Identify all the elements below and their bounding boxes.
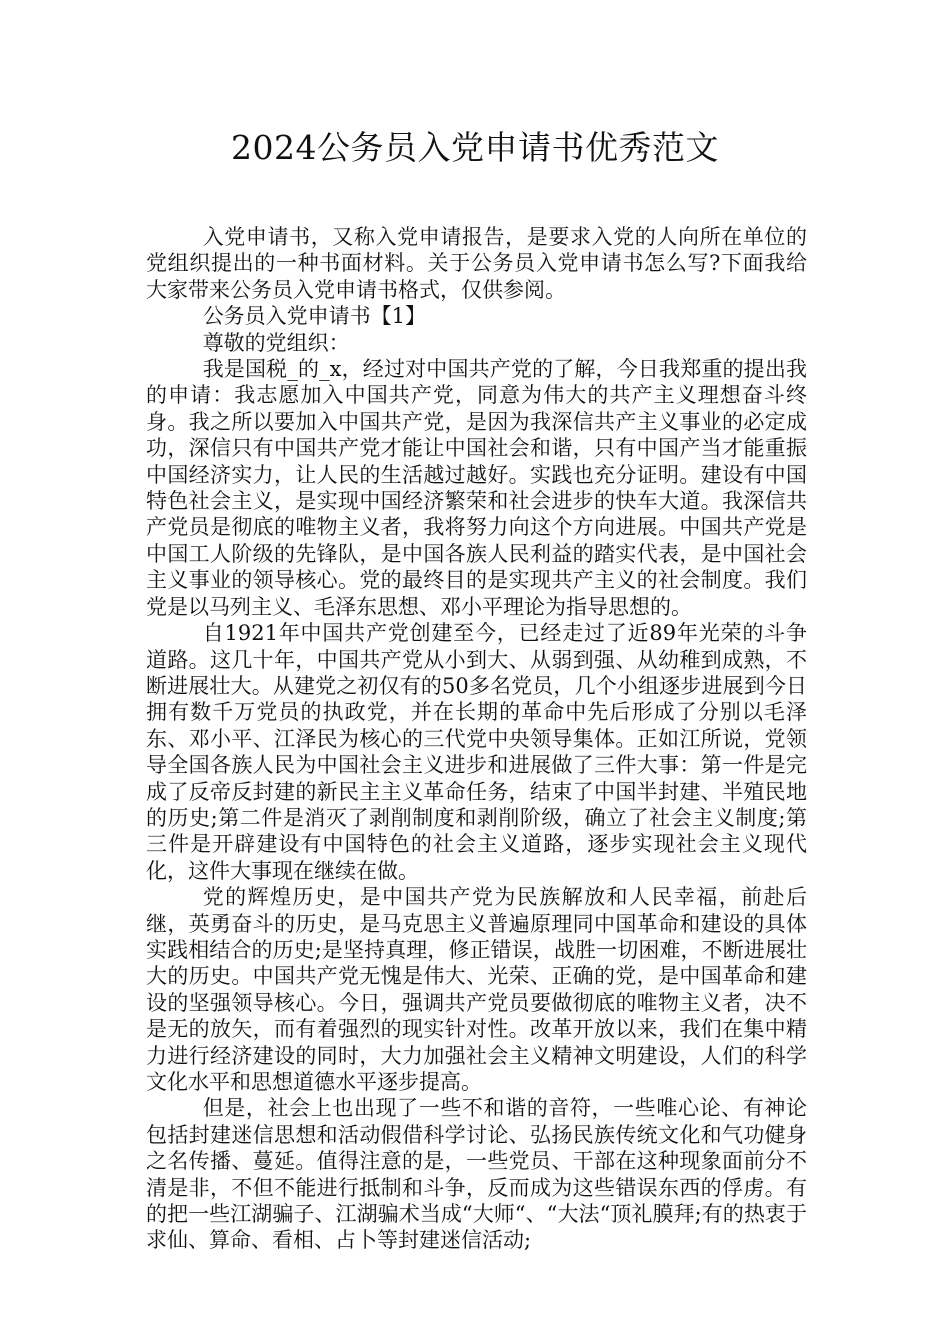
body-paragraph: 我是国税_的_x，经过对中国共产党的了解，今日我郑重的提出我的申请：我志愿加入中国共产党，同意为伟大的共产主义理想奋斗终身。我之所以要加入中国共产党，是因为我深信共产主义事业的必定成功，深信只有中国共产党才能让中国社会和谐，只有中国产当才能重振中国经济实力，让人民的生活越过越好。实践也充分证明。建设有中国特色社会主义，是实现中国经济繁荣和社会进步的快车大道。我深信共产党员是彻底的唯物主义者，我将努力向这个方向进展。中国共产党是中国工人阶级的先锋队，是中国各族人民利益的踏实代表，是中国社会主义事业的领导核心。党的最终目的是实现共产主义的社会制度。我们党是以马列主义、毛泽东思想、邓小平理论为指导思想的。 — [146, 357, 807, 619]
body-paragraph: 党的辉煌历史，是中国共产党为民族解放和人民幸福，前赴后继，英勇奋斗的历史，是马克思主义普遍原理同中国革命和建设的具体实践相结合的历史;是坚持真理，修正错误，战胜一切困难，不断进展壮大的历史。中国共产党无愧是伟大、光荣、正确的党，是中国革命和建设的坚强领导核心。今日，强调共产党员要做彻底的唯物主义者，决不是无的放矢，而有着强烈的现实针对性。改革开放以来，我们在集中精力进行经济建设的同时，大力加强社会主义精神文明建设，人们的科学文化水平和思想道德水平逐步提高。 — [146, 885, 807, 1094]
document-title: 2024公务员入党申请书优秀范文 — [231, 128, 719, 167]
section-heading: 公务员入党申请书【1】 — [202, 304, 427, 329]
body-paragraph: 自1921年中国共产党创建至今，已经走过了近89年光荣的斗争道路。这几十年，中国共产党从小到大、从弱到强、从幼稚到成熟，不断进展壮大。从建党之初仅有的50多名党员，几个小组逐步进展到今日拥有数千万党员的执政党，并在长期的革命中先后形成了分别以毛泽东、邓小平、江泽民为核心的三代党中央领导集体。正如江所说，党领导全国各族人民为中国社会主义进步和进展做了三件大事：第一件是完成了反帝反封建的新民主主义革命任务，结束了中国半封建、半殖民地的历史;第二件是消灭了剥削制度和剥削阶级，确立了社会主义制度;第三件是开辟建设有中国特色的社会主义道路，逐步实现社会主义现代化，这件大事现在继续在做。 — [146, 621, 807, 883]
document-body — [146, 224, 807, 1254]
intro-paragraph: 入党申请书，又称入党申请报告，是要求入党的人向所在单位的党组织提出的一种书面材料。关于公务员入党申请书怎么写?下面我给大家带来公务员入党申请书格式，仅供参阅。 — [146, 225, 807, 302]
body-paragraph: 但是，社会上也出现了一些不和谐的音符，一些唯心论、有神论包括封建迷信思想和活动假借科学讨论、弘扬民族传统文化和气功健身之名传播、蔓延。值得注意的是，一些党员、干部在这种现象面前分不清是非，不但不能进行抵制和斗争，反而成为这些错误东西的俘虏。有的把一些江湖骗子、江湖骗术当成“大师“、“大法“顶礼膜拜;有的热衷于求仙、算命、看相、占卜等封建迷信活动; — [146, 1096, 807, 1253]
salutation: 尊敬的党组织： — [202, 330, 350, 355]
